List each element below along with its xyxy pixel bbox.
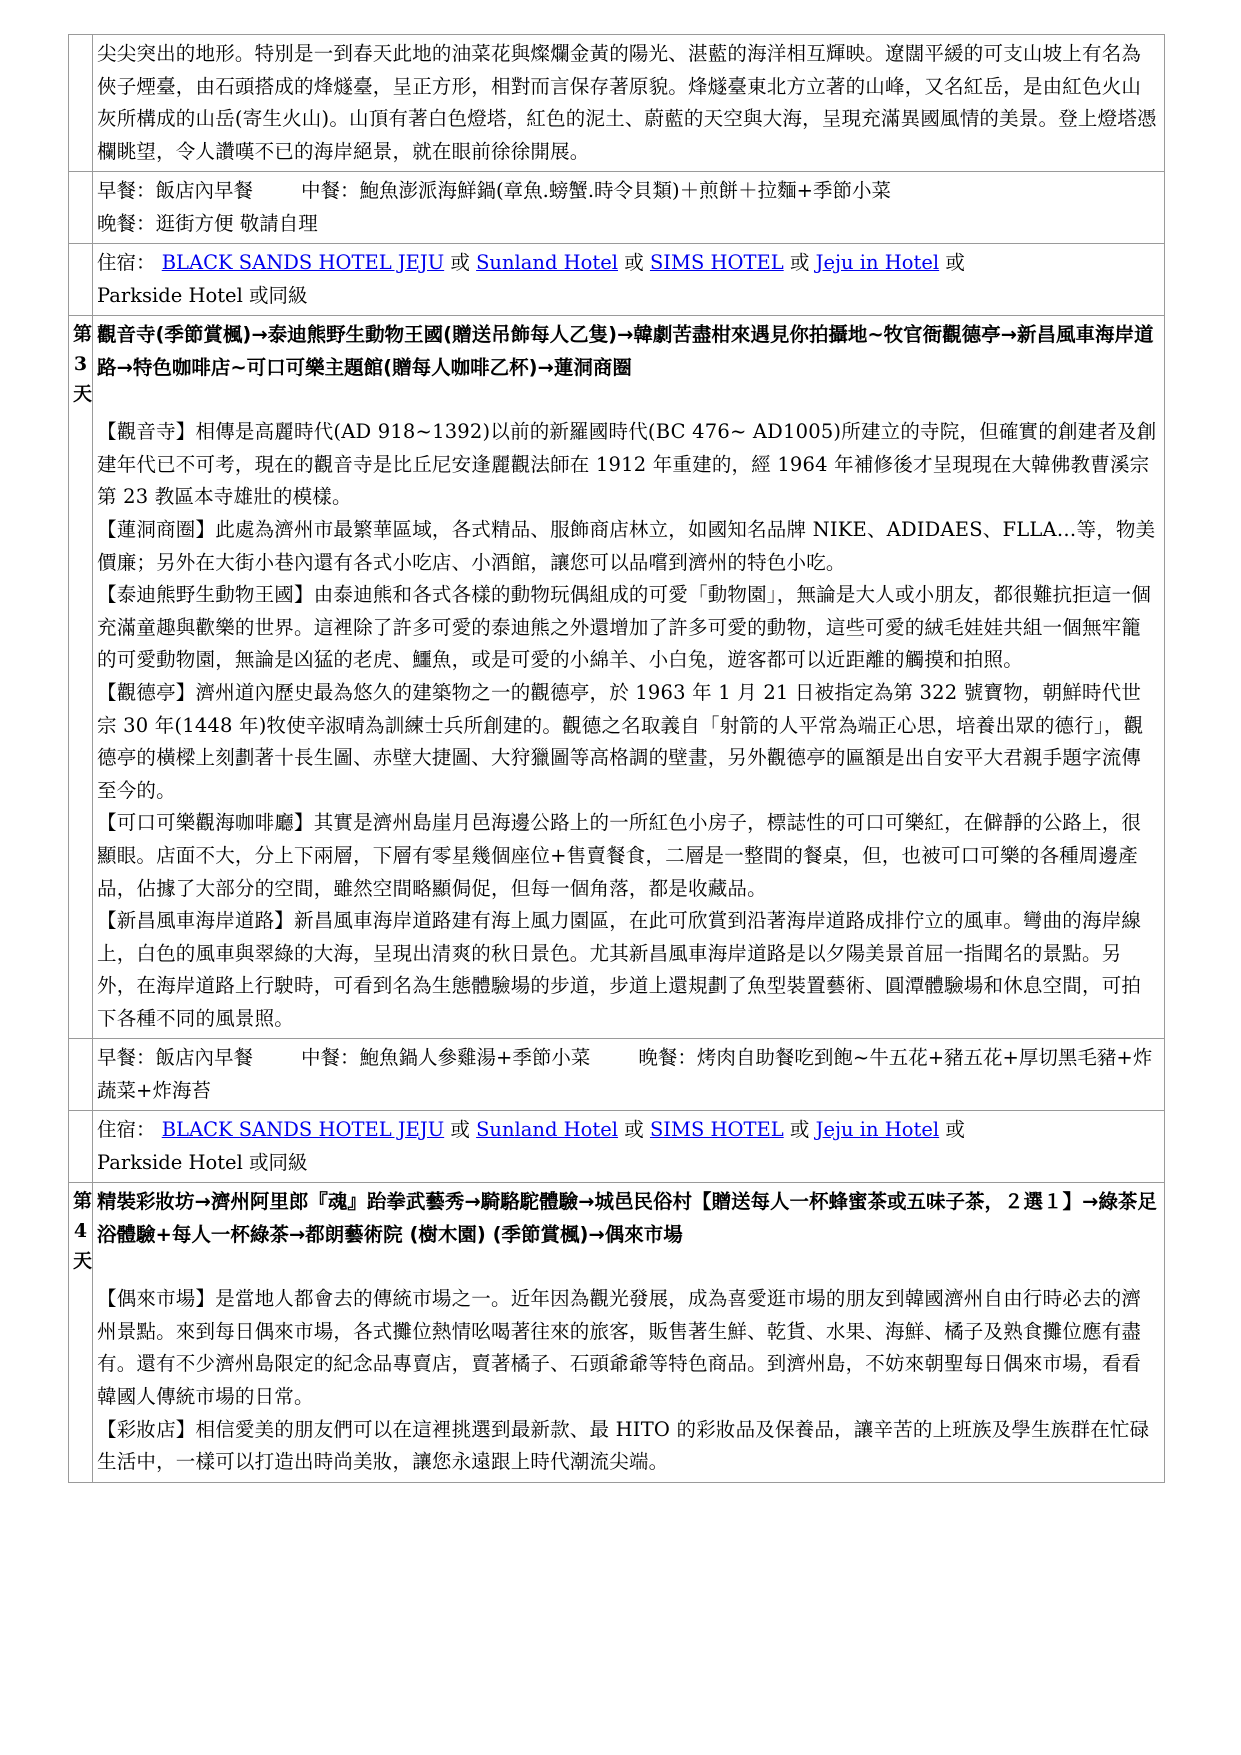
hotel-tail: 或同級 [249,1150,308,1174]
day2-meals-line1 [97,175,1160,207]
or-text: 或 [945,251,965,275]
hotel-link-sims[interactable]: SIMS HOTEL [649,1118,784,1142]
or-text: 或 [624,251,644,275]
day3-label-cell: 第 3 天 [69,316,93,1039]
or-text: 或 [789,1118,810,1142]
day3-gwandeokjeong-text: 【觀德亭】濟州道內歷史最為悠久的建築物之一的觀德亭，於 1963 年 1 月 21 日被指定為第 322 號寶物，朝鮮時代世宗 30 年(1448 年)牧使辛淑晴為訓練士兵所創建的。觀德之名取義自「射箭的人平常為端正心思，培養出眾的德行」，觀德亭的橫樑上刻劃著十長生圖、赤壁大捷圖、大狩獵圖等高格調的壁畫，另外觀德亭的匾額是出自安平大君親手題字流傳至今的。 [97,680,1144,802]
day3-meals-cell [93,1039,1165,1111]
day3-lunch: 中餐：鮑魚鍋人參雞湯+季節小菜 [301,1046,591,1070]
day3-hotel-cell [93,1111,1165,1183]
hotel-link-jeju-in[interactable]: Jeju in Hotel [815,251,940,275]
hotel-tail: 或同級 [249,283,308,307]
day2-intro-text: 尖尖突出的地形。特別是一到春天此地的油菜花與燦爛金黃的陽光、湛藍的海洋相互輝映。遼闊平緩的可支山坡上有名為俠子煙臺，由石頭搭成的烽燧臺，呈正方形，相對而言保存著原貌。烽燧臺東北方立著的山峰，又名紅岳，是由紅色火山灰所構成的山岳(寄生火山)。山頂有著白色燈塔，紅色的泥土、蔚藍的天空與大海，呈現充滿異國風情的美景。登上燈塔憑欄眺望，令人讚嘆不已的海岸絕景，就在眼前徐徐開展。 [97,42,1157,163]
hotel-link-sims[interactable]: SIMS HOTEL [649,251,784,275]
day2-label-cell [69,35,93,172]
day4-route: 精裝彩妝坊→濟州阿里郎『魂』跆拳武藝秀→騎駱駝體驗→城邑民俗村【贈送每人一杯蜂蜜茶或五味子茶，２選１】→綠茶足浴體驗+每人一杯綠茶→都朗藝術院 (樹木園) (季節賞楓)→偶來市場 [97,1190,1157,1246]
day3-gwaneumsa-text: 【觀音寺】相傳是高麗時代(AD 918~1392)以前的新羅國時代(BC 476~ AD1005)所建立的寺院，但確實的創建者及創建年代已不可考，現在的觀音寺是比丘尼安逢麗觀法師在 1912 年重建的，經 1964 年補修後才呈現現在大韓佛教曹溪宗第 23 教區本寺雄壯的模樣。 [97,420,1157,509]
hotel-link-sunland[interactable]: Sunland Hotel [476,1118,619,1142]
day3-route: 觀音寺(季節賞楓)→泰迪熊野生動物王國(贈送吊飾每人乙隻)→韓劇苦盡柑來遇見你拍攝地~牧官衙觀德亭→新昌風車海岸道路→特色咖啡店~可口可樂主題館(贈每人咖啡乙杯)→蓮洞商圈 [97,323,1154,379]
or-text: 或 [624,1118,644,1142]
hotel-label: 住宿： [97,251,156,275]
day3-breakfast: 早餐：飯店內早餐 [97,1046,254,1070]
itinerary-table [68,34,1165,1483]
day2-hotel-row [69,244,1165,316]
day4-market-text: 【偶來市場】是當地人都會去的傳統市場之一。近年因為觀光發展，成為喜愛逛市場的朋友到韓國濟州自由行時必去的濟州景點。來到每日偶來市場，各式攤位熱情吆喝著往來的旅客，販售著生鮮、乾貨、水果、海鮮、橘子及熟食攤位應有盡有。還有不少濟州島限定的紀念品專賣店，賣著橘子、石頭爺爺等特色商品。到濟州島，不妨來朝聖每日偶來市場，看看韓國人傳統市場的日常。 [97,1287,1142,1409]
day2-description-cell [93,35,1165,172]
day3-cocacola-text: 【可口可樂觀海咖啡廳】其實是濟州島崖月邑海邊公路上的一所紅色小房子，標誌性的可口可樂紅，在僻靜的公路上，很顯眼。店面不大，分上下兩層，下層有零星幾個座位+售賣餐食，二層是一整間的餐桌，但，也被可口可樂的各種周邊產品，佔據了大部分的空間，雖然空間略顯侷促，但每一個角落，都是收藏品。 [97,811,1142,900]
day3-dinner: 晚餐：烤肉自助餐吃到飽~牛五花+豬五花+厚切黑毛豬+炸蔬菜+炸海苔 [97,1046,1153,1102]
day2-lunch: 中餐：鮑魚澎派海鮮鍋(章魚.螃蟹.時令貝類)＋煎餅＋拉麵+季節小菜 [301,179,891,203]
day4-description-row [69,1183,1165,1483]
day4-description-cell [93,1183,1165,1483]
day2-description-row [69,35,1165,172]
hotel-label: 住宿： [97,1118,156,1142]
day2-hotel-line [97,247,1160,312]
day2-breakfast: 早餐：飯店內早餐 [97,179,254,203]
hotel-link-black-sands[interactable]: BLACK SANDS HOTEL JEJU [161,251,445,275]
day3-hotel-row [69,1111,1165,1183]
day3-hotel-line [97,1114,1160,1179]
or-text: 或 [945,1118,965,1142]
day3-yeondong-text: 【蓮洞商圈】此處為濟州市最繁華區域，各式精品、服飾商店林立，如國知名品牌 NIKE、ADIDAES、FLLA…等，物美價廉；另外在大街小巷內還有各式小吃店、小酒館，讓您可以品嚐到濟州的特色小吃。 [97,517,1156,574]
itinerary-page [68,34,1164,1483]
hotel-parkside: Parkside Hotel [97,283,243,307]
hotel-link-jeju-in[interactable]: Jeju in Hotel [815,1118,940,1142]
or-text: 或 [450,1118,470,1142]
day4-cosmetics-text: 【彩妝店】相信愛美的朋友們可以在這裡挑選到最新款、最 HITO 的彩妝品及保養品，讓辛苦的上班族及學生族群在忙碌生活中，一樣可以打造出時尚美妝，讓您永遠跟上時代潮流尖端。 [97,1417,1150,1474]
hotel-link-black-sands[interactable]: BLACK SANDS HOTEL JEJU [161,1118,445,1142]
day4-label-cell: 第 4 天 [69,1183,93,1483]
day3-sinchang-text: 【新昌風車海岸道路】新昌風車海岸道路建有海上風力園區，在此可欣賞到沿著海岸道路成排佇立的風車。彎曲的海岸線上，白色的風車與翠綠的大海，呈現出清爽的秋日景色。尤其新昌風車海岸道路是以夕陽美景首屈一指聞名的景點。另外，在海岸道路上行駛時，可看到名為生態體驗場的步道，步道上還規劃了魚型裝置藝術、圓潭體驗場和休息空間，可拍下各種不同的風景照。 [97,909,1142,1030]
or-text: 或 [789,251,810,275]
or-text: 或 [450,251,470,275]
day3-description-row [69,316,1165,1039]
day3-description-cell [93,316,1165,1039]
hotel-parkside: Parkside Hotel [97,1150,243,1174]
day2-meals-row [69,172,1165,244]
day2-dinner: 晚餐：逛街方便 敬請自理 [97,211,318,235]
hotel-link-sunland[interactable]: Sunland Hotel [476,251,619,275]
day2-meals-cell [93,172,1165,244]
day3-teddybear-text: 【泰迪熊野生動物王國】由泰迪熊和各式各樣的動物玩偶組成的可愛「動物園」，無論是大人或小朋友，都很難抗拒這一個充滿童趣與歡樂的世界。這裡除了許多可愛的泰迪熊之外還增加了許多可愛的動物，這些可愛的絨毛娃娃共組一個無牢籠的可愛動物園，無論是凶猛的老虎、鱷魚，或是可愛的小綿羊、小白兔，遊客都可以近距離的觸摸和拍照。 [97,583,1152,672]
day3-meals-row [69,1039,1165,1111]
day3-meals [97,1042,1160,1107]
day2-hotel-cell [93,244,1165,316]
